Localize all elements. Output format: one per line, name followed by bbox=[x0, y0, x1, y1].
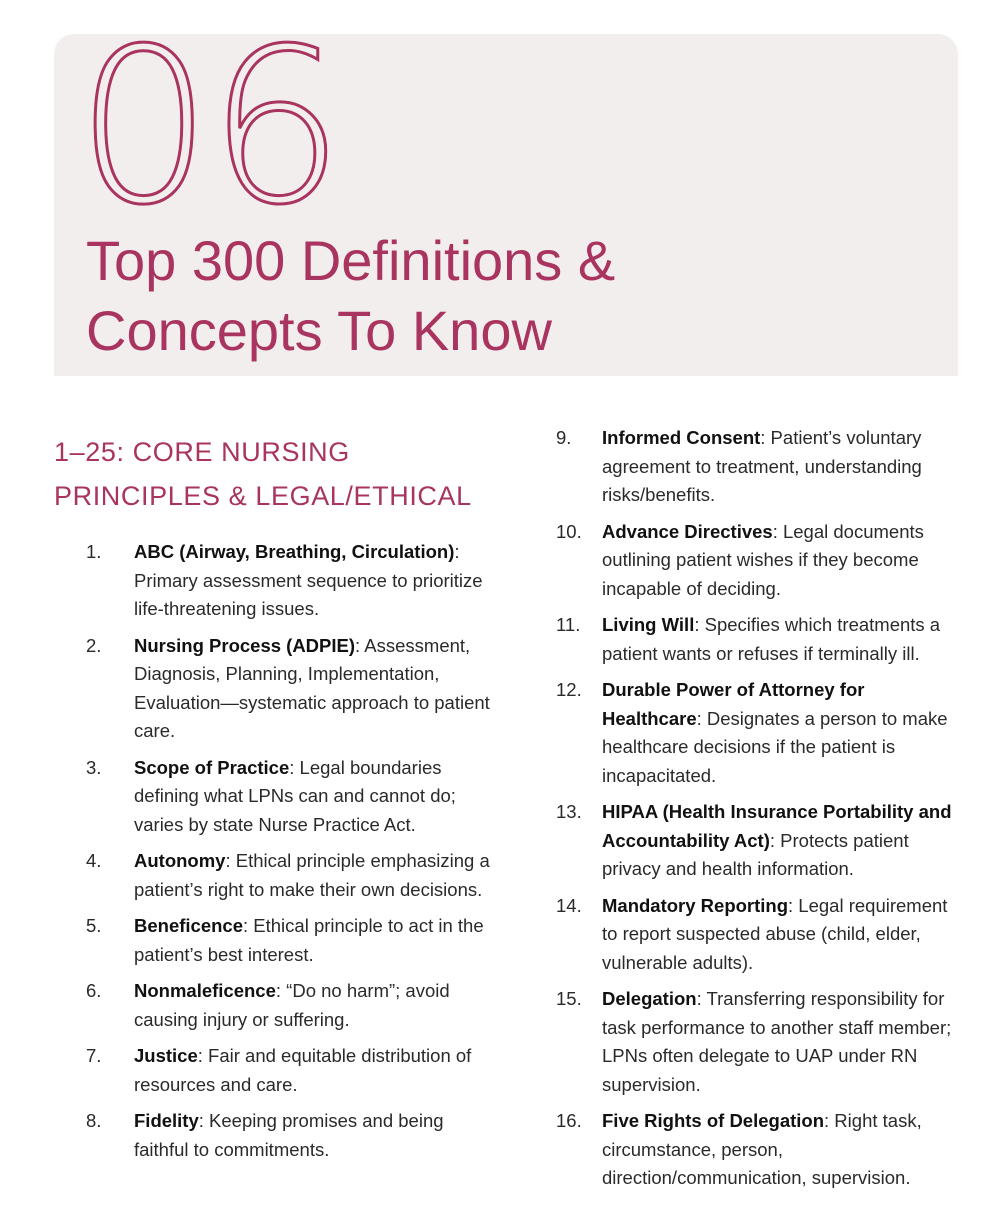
item-definition: : Specifies which treatments a patient wants or refuses if terminally ill. bbox=[602, 614, 941, 664]
definition-item bbox=[54, 1042, 490, 1099]
definition-item bbox=[544, 424, 964, 510]
item-term: Mandatory Reporting bbox=[602, 894, 789, 916]
definition-item bbox=[54, 632, 490, 746]
item-definition: : Ethical principle emphasizing a patient’s right to make their own decisions. bbox=[134, 850, 490, 900]
item-term: Durable Power of Attorney for Healthcare bbox=[602, 679, 865, 729]
definition-item bbox=[544, 518, 964, 604]
definition-item bbox=[544, 798, 964, 884]
item-number: 5. bbox=[86, 915, 102, 936]
item-number: 6. bbox=[86, 980, 102, 1001]
item-definition: : Fair and equitable distribution of resources and care. bbox=[134, 1045, 472, 1095]
item-definition: : Assessment, Diagnosis, Planning, Implementation, Evaluation—systematic approach to patient care. bbox=[134, 634, 490, 741]
definition-item bbox=[54, 754, 490, 840]
item-term: ABC (Airway, Breathing, Circulation) bbox=[134, 541, 455, 562]
item-definition: : Protects patient privacy and health information. bbox=[602, 829, 909, 879]
definition-item bbox=[544, 676, 964, 790]
chapter-number: 06 bbox=[76, 3, 341, 252]
item-number: 4. bbox=[86, 850, 102, 871]
definition-list-left bbox=[54, 538, 490, 1164]
item-definition: : “Do no harm”; avoid causing injury or suffering. bbox=[134, 980, 450, 1030]
item-term: Beneficence bbox=[134, 915, 243, 936]
item-term: Informed Consent bbox=[602, 427, 761, 448]
item-number: 7. bbox=[86, 1045, 102, 1066]
item-term: Scope of Practice bbox=[134, 756, 290, 778]
item-definition: : Designates a person to make healthcare decisions if the patient is incapacitated. bbox=[602, 707, 948, 786]
item-term: Delegation bbox=[602, 988, 697, 1009]
right-column bbox=[544, 424, 964, 1201]
item-term: Five Rights of Delegation bbox=[602, 1110, 825, 1131]
item-definition: : Legal documents outlining patient wishes if they become incapable of deciding. bbox=[602, 520, 924, 599]
item-number: 16. bbox=[556, 1110, 582, 1131]
page-title: Top 300 Definitions & Concepts To Know bbox=[86, 229, 616, 362]
definition-item bbox=[544, 985, 964, 1099]
item-definition: : Patient’s voluntary agreement to treatment, understanding risks/benefits. bbox=[602, 427, 922, 505]
item-number: 14. bbox=[556, 894, 582, 916]
item-number: 2. bbox=[86, 634, 102, 656]
definition-item bbox=[544, 1107, 964, 1193]
definition-item bbox=[544, 892, 964, 978]
definition-item bbox=[54, 1107, 490, 1164]
item-number: 15. bbox=[556, 988, 582, 1009]
item-number: 10. bbox=[556, 520, 582, 542]
section-heading: 1–25: CORE NURSING PRINCIPLES & LEGAL/ETHICAL bbox=[54, 437, 472, 511]
item-number: 12. bbox=[556, 679, 582, 700]
item-definition: : Legal boundaries defining what LPNs can and cannot do; varies by state Nurse Practice Act. bbox=[134, 756, 456, 835]
item-definition: : Ethical principle to act in the patient’s best interest. bbox=[134, 915, 484, 965]
item-term: Advance Directives bbox=[602, 520, 773, 542]
item-definition: : Keeping promises and being faithful to commitments. bbox=[134, 1110, 444, 1160]
item-number: 11. bbox=[556, 614, 581, 635]
item-definition: : Right task, circumstance, person, direction/communication, supervision. bbox=[602, 1110, 922, 1188]
item-number: 8. bbox=[86, 1110, 102, 1131]
item-term: Living Will bbox=[602, 614, 695, 635]
left-column bbox=[54, 430, 490, 1172]
item-term: Fidelity bbox=[134, 1110, 199, 1131]
item-number: 9. bbox=[556, 427, 572, 448]
item-term: Nonmaleficence bbox=[134, 980, 276, 1001]
item-definition: : Primary assessment sequence to prioritize life-threatening issues. bbox=[134, 541, 483, 619]
definition-item bbox=[54, 847, 490, 904]
definition-list-right bbox=[544, 424, 964, 1193]
definition-item bbox=[54, 538, 490, 624]
item-number: 3. bbox=[86, 756, 102, 778]
item-definition: : Legal requirement to report suspected abuse (child, elder, vulnerable adults). bbox=[602, 894, 948, 973]
item-term: Autonomy bbox=[134, 850, 226, 871]
definition-item bbox=[54, 912, 490, 969]
item-definition: : Transferring responsibility for task performance to another staff member; LPNs often delegate to UAP under RN supervision. bbox=[602, 988, 952, 1095]
item-term: Nursing Process (ADPIE) bbox=[134, 634, 356, 656]
item-term: HIPAA (Health Insurance Portability and Accountability Act) bbox=[602, 801, 952, 851]
item-number: 13. bbox=[556, 801, 582, 822]
item-term: Justice bbox=[134, 1045, 198, 1066]
definition-item bbox=[54, 977, 490, 1034]
definition-item bbox=[544, 611, 964, 668]
item-number: 1. bbox=[86, 541, 102, 562]
